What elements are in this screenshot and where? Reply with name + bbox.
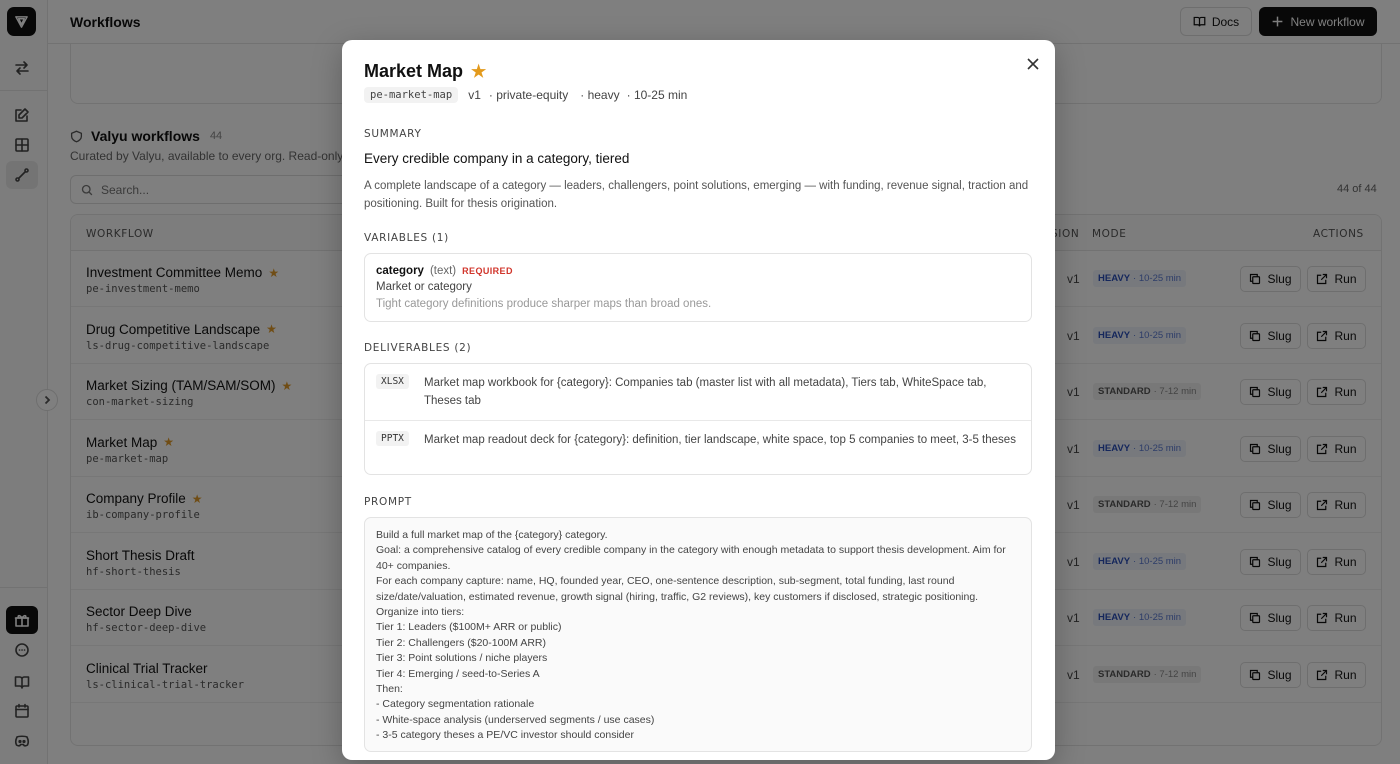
deliverable-item: [365, 420, 1031, 475]
modal-mode: · heavy: [580, 88, 620, 102]
deliverable-description: Market map workbook for {category}: Companies tab (master list with all metadata), Tiers tab, WhiteSpace tab, Theses tab: [424, 377, 987, 407]
prompt-line: - 3-5 category theses a PE/VC investor should consider: [376, 729, 634, 742]
modal-category: · private-equity: [488, 88, 569, 102]
prompt-line: Tier 4: Emerging / seed-to-Series A: [376, 667, 540, 680]
modal-title: [364, 61, 486, 82]
required-badge: REQUIRED: [462, 266, 513, 276]
variable-hint: Tight category definitions produce sharper maps than broad ones.: [376, 298, 712, 310]
deliverable-format: PPTX: [376, 431, 409, 446]
deliverable-description: Market map readout deck for {category}: definition, tier landscape, white space, top 5 companies to meet, 3-5 theses: [424, 434, 1016, 446]
modal-slug: pe-market-map: [364, 87, 458, 103]
prompt-line: Goal: a comprehensive catalog of every credible company in the category with enough metadata to support thesis development. Aim for 40+ companies.: [376, 544, 1006, 572]
variable-type: (text): [429, 265, 457, 277]
prompt-line: Build a full market map of the {category} category.: [376, 529, 608, 541]
prompt-box[interactable]: [364, 517, 1032, 752]
prompt-line: Organize into tiers:: [376, 606, 465, 619]
prompt-line: - White-space analysis (underserved segments / use cases): [376, 713, 655, 726]
deliverable-format: XLSX: [376, 374, 409, 389]
summary-description: A complete landscape of a category — leaders, challengers, point solutions, emerging — with funding, revenue signal, traction and positioning. Built for thesis origination.: [364, 180, 1029, 210]
prompt-text: [376, 528, 1024, 744]
close-button[interactable]: [1023, 54, 1043, 74]
variable-card: [364, 253, 1032, 322]
deliverables-list: [364, 363, 1032, 475]
deliverable-item: [365, 364, 1031, 420]
variable-label: Market or category: [376, 281, 472, 293]
prompt-label: PROMPT: [364, 496, 412, 508]
prompt-line: Tier 1: Leaders ($100M+ ARR or public): [376, 621, 562, 634]
close-icon: [1027, 58, 1039, 70]
prompt-line: Tier 2: Challengers ($20-100M ARR): [376, 636, 547, 649]
prompt-line: - Category segmentation rationale: [376, 698, 535, 711]
modal-version: v1: [468, 88, 481, 102]
deliverables-label: DELIVERABLES (2): [364, 342, 472, 354]
prompt-line: Tier 3: Point solutions / niche players: [376, 652, 548, 665]
modal-title-text: Market Map: [364, 61, 464, 81]
summary-title: Every credible company in a category, tiered: [364, 151, 630, 166]
modal-duration: · 10-25 min: [626, 88, 688, 102]
prompt-line: Then:: [376, 683, 403, 696]
star-icon[interactable]: ★: [471, 61, 487, 81]
variable-name: category: [376, 265, 424, 277]
prompt-line: For each company capture: name, HQ, founded year, CEO, one-sentence description, sub-segment, total funding, last round size/date/valuation, estimated revenue, growth signal (hiring, traffic, G2 reviews), key customers if disclosed, strategic positioning.: [376, 575, 979, 603]
workflow-detail-modal: [342, 40, 1055, 760]
variables-label: VARIABLES (1): [364, 232, 449, 244]
modal-meta: [364, 87, 694, 103]
summary-label: SUMMARY: [364, 128, 422, 140]
